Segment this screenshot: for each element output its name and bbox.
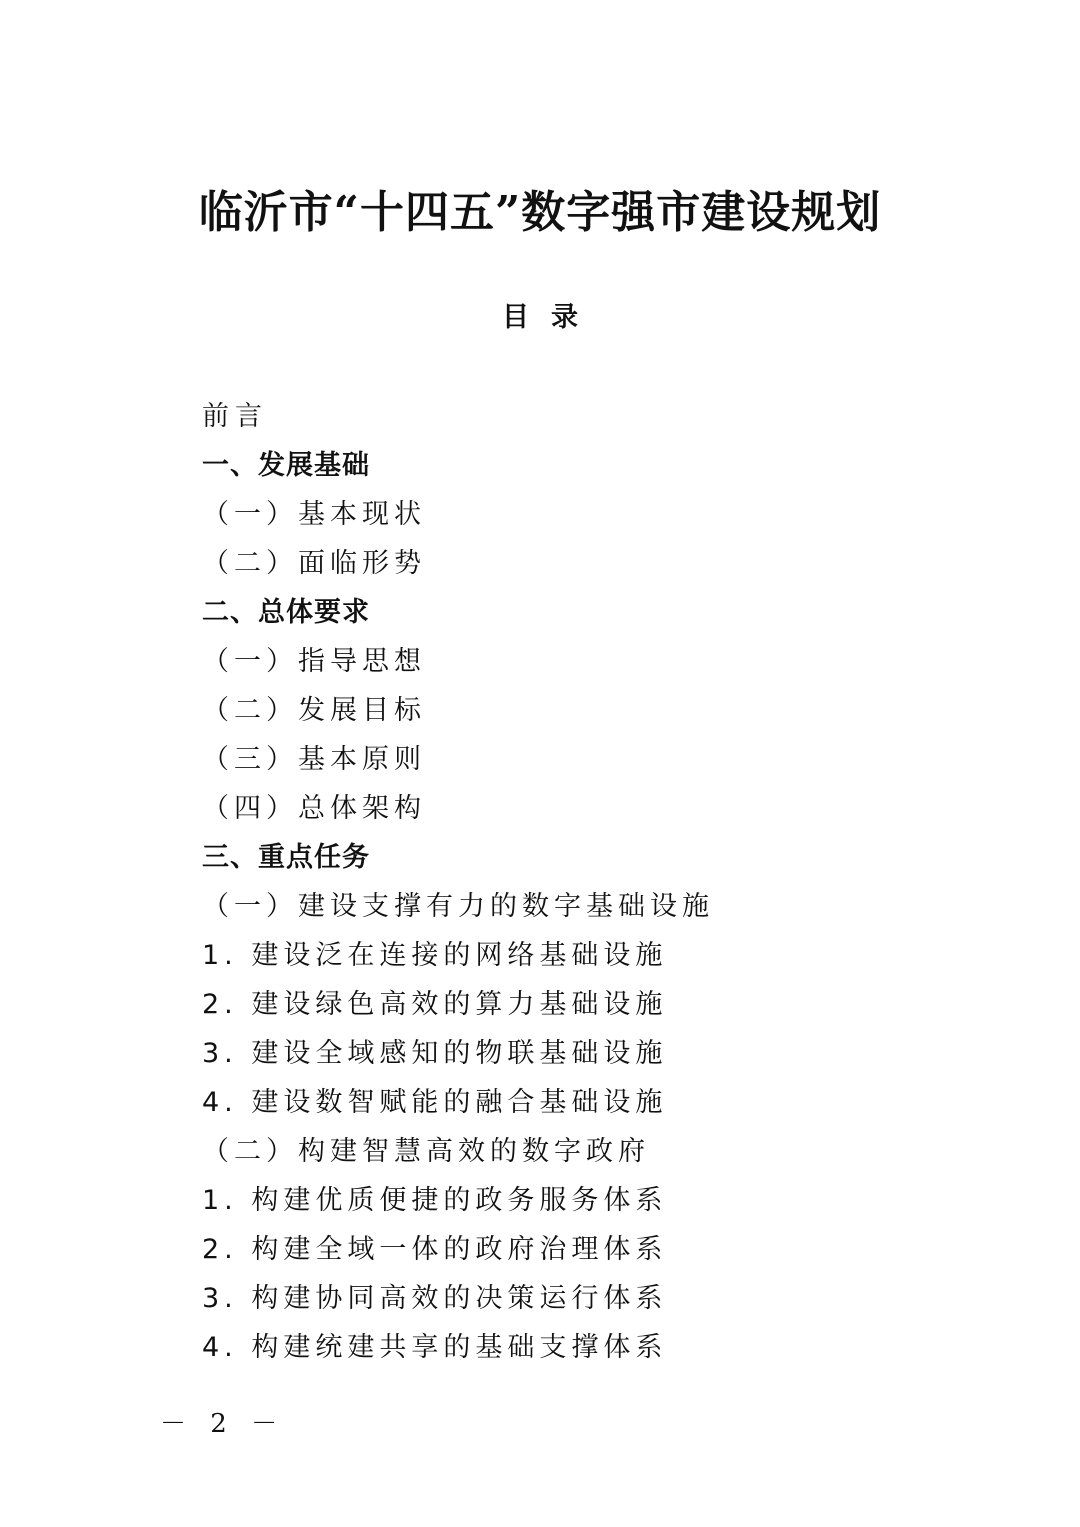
toc-subsection-network-infrastructure: 1. 建设泛在连接的网络基础设施: [202, 940, 668, 971]
toc-section-digital-government: （二）构建智慧高效的数字政府: [202, 1136, 650, 1167]
toc-subsection-iot-infrastructure: 3. 建设全域感知的物联基础设施: [202, 1038, 668, 1069]
page-number: － 2 －: [160, 1409, 286, 1439]
toc-section-current-status: （一）基本现状: [202, 499, 426, 530]
toc-section-development-goals: （二）发展目标: [202, 695, 426, 726]
toc-chapter-key-tasks: 三、重点任务: [202, 842, 370, 873]
toc-chapter-overall-requirements: 二、总体要求: [202, 597, 370, 628]
toc-subsection-fusion-infrastructure: 4. 建设数智赋能的融合基础设施: [202, 1087, 668, 1118]
toc-section-basic-principles: （三）基本原则: [202, 744, 426, 775]
toc-section-overall-architecture: （四）总体架构: [202, 793, 426, 824]
toc-heading: 目录: [502, 302, 600, 333]
table-of-contents: [202, 392, 902, 1372]
page-title: 临沂市“十四五”数字强市建设规划: [198, 187, 882, 238]
toc-section-digital-infrastructure: （一）建设支撑有力的数字基础设施: [202, 891, 714, 922]
toc-item-preface: 前言: [202, 401, 268, 432]
toc-subsection-government-services: 1. 构建优质便捷的政务服务体系: [202, 1185, 668, 1216]
toc-subsection-decision-operation: 3. 构建协同高效的决策运行体系: [202, 1283, 668, 1314]
toc-section-guiding-ideology: （一）指导思想: [202, 646, 426, 677]
toc-subsection-computing-infrastructure: 2. 建设绿色高效的算力基础设施: [202, 989, 668, 1020]
toc-subsection-shared-support: 4. 构建统建共享的基础支撑体系: [202, 1332, 668, 1363]
toc-section-situation: （二）面临形势: [202, 548, 426, 579]
toc-subsection-government-governance: 2. 构建全域一体的政府治理体系: [202, 1234, 668, 1265]
toc-chapter-development-basis: 一、发展基础: [202, 450, 370, 481]
